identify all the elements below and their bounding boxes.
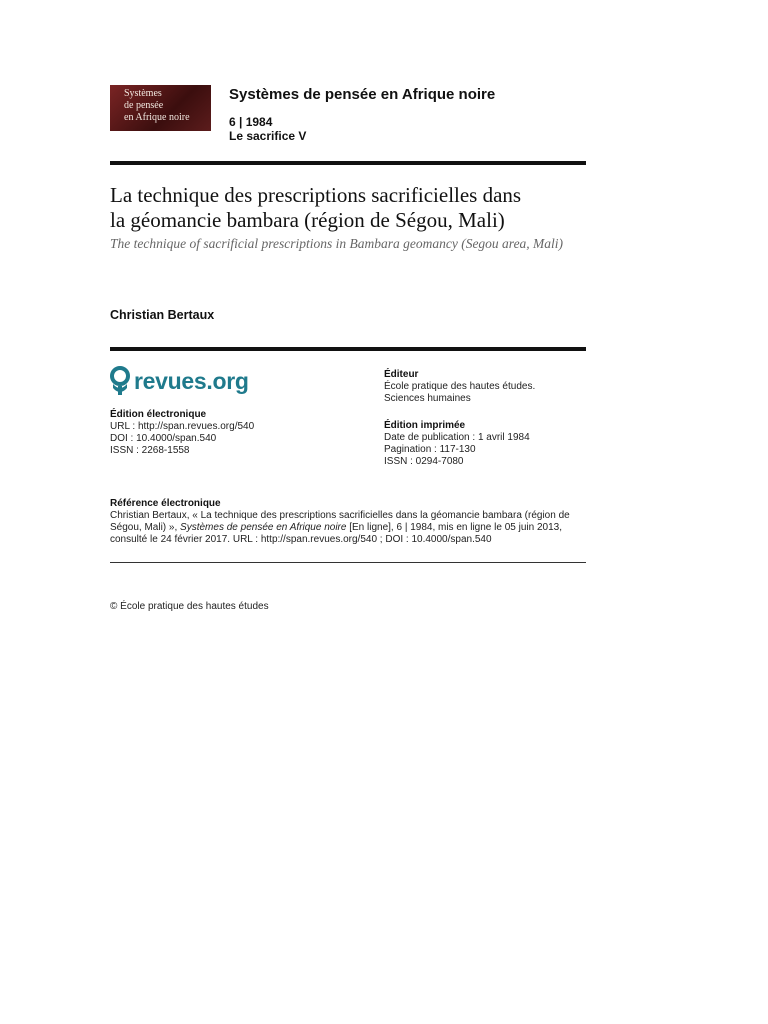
revues-logo-text: revues.org bbox=[134, 367, 249, 394]
reference-heading: Référence électronique bbox=[110, 498, 221, 509]
article-title-line: la géomancie bambara (région de Ségou, Mali) bbox=[110, 208, 505, 232]
cover-line: en Afrique noire bbox=[124, 112, 190, 123]
reference-journal-title: Systèmes de pensée en Afrique noire bbox=[180, 522, 347, 533]
issue-info bbox=[229, 115, 306, 143]
reference-divider bbox=[110, 562, 586, 563]
metadata-divider bbox=[110, 347, 586, 351]
electronic-edition-heading: Édition électronique bbox=[110, 409, 207, 420]
journal-title: Systèmes de pensée en Afrique noire bbox=[229, 86, 496, 103]
header-divider bbox=[110, 161, 586, 165]
publisher-heading: Éditeur bbox=[384, 369, 419, 380]
cover-line: Systèmes bbox=[124, 88, 162, 99]
issue-theme: Le sacrifice V bbox=[229, 129, 307, 143]
revues-logo-icon bbox=[109, 366, 131, 396]
electronic-edition-block bbox=[110, 409, 254, 457]
print-edition-pagination: Pagination : 117-130 bbox=[384, 444, 476, 455]
publisher-name: École pratique des hautes études. bbox=[384, 381, 536, 392]
journal-cover-thumbnail bbox=[110, 85, 211, 131]
cover-line: de pensée bbox=[124, 100, 164, 111]
article-title bbox=[110, 183, 590, 233]
electronic-edition-issn: ISSN : 2268-1558 bbox=[110, 445, 190, 456]
reference-text-part: [En ligne], 6 | 1984, mis en ligne le 05 juin 2013, consulté le 24 février 2017. URL : http://span.revues.org/540 ; DOI : 10.4000/span.540 bbox=[110, 522, 562, 545]
print-edition-issn: ISSN : 0294-7080 bbox=[384, 456, 464, 467]
author-name: Christian Bertaux bbox=[110, 308, 215, 322]
electronic-reference bbox=[110, 498, 588, 546]
article-title-line: La technique des prescriptions sacrificielles dans bbox=[110, 183, 522, 207]
publisher-name: Sciences humaines bbox=[384, 393, 471, 404]
print-edition-block bbox=[384, 420, 530, 468]
revues-logo[interactable] bbox=[109, 366, 249, 396]
copyright-notice: © École pratique des hautes études bbox=[110, 601, 269, 612]
publisher-block bbox=[384, 369, 535, 405]
print-edition-heading: Édition imprimée bbox=[384, 420, 466, 431]
print-edition-date: Date de publication : 1 avril 1984 bbox=[384, 432, 530, 443]
electronic-edition-doi[interactable]: DOI : 10.4000/span.540 bbox=[110, 433, 217, 444]
issue-number: 6 | 1984 bbox=[229, 115, 273, 129]
reference-text-part: Christian Bertaux, « La technique des prescriptions sacrificielles dans la géomancie bambara (région de Ségou, Mali) », bbox=[110, 510, 570, 533]
electronic-edition-url[interactable]: URL : http://span.revues.org/540 bbox=[110, 421, 255, 432]
reference-text bbox=[110, 510, 588, 546]
article-subtitle: The technique of sacrificial prescriptions in Bambara geomancy (Segou area, Mali) bbox=[110, 236, 564, 251]
